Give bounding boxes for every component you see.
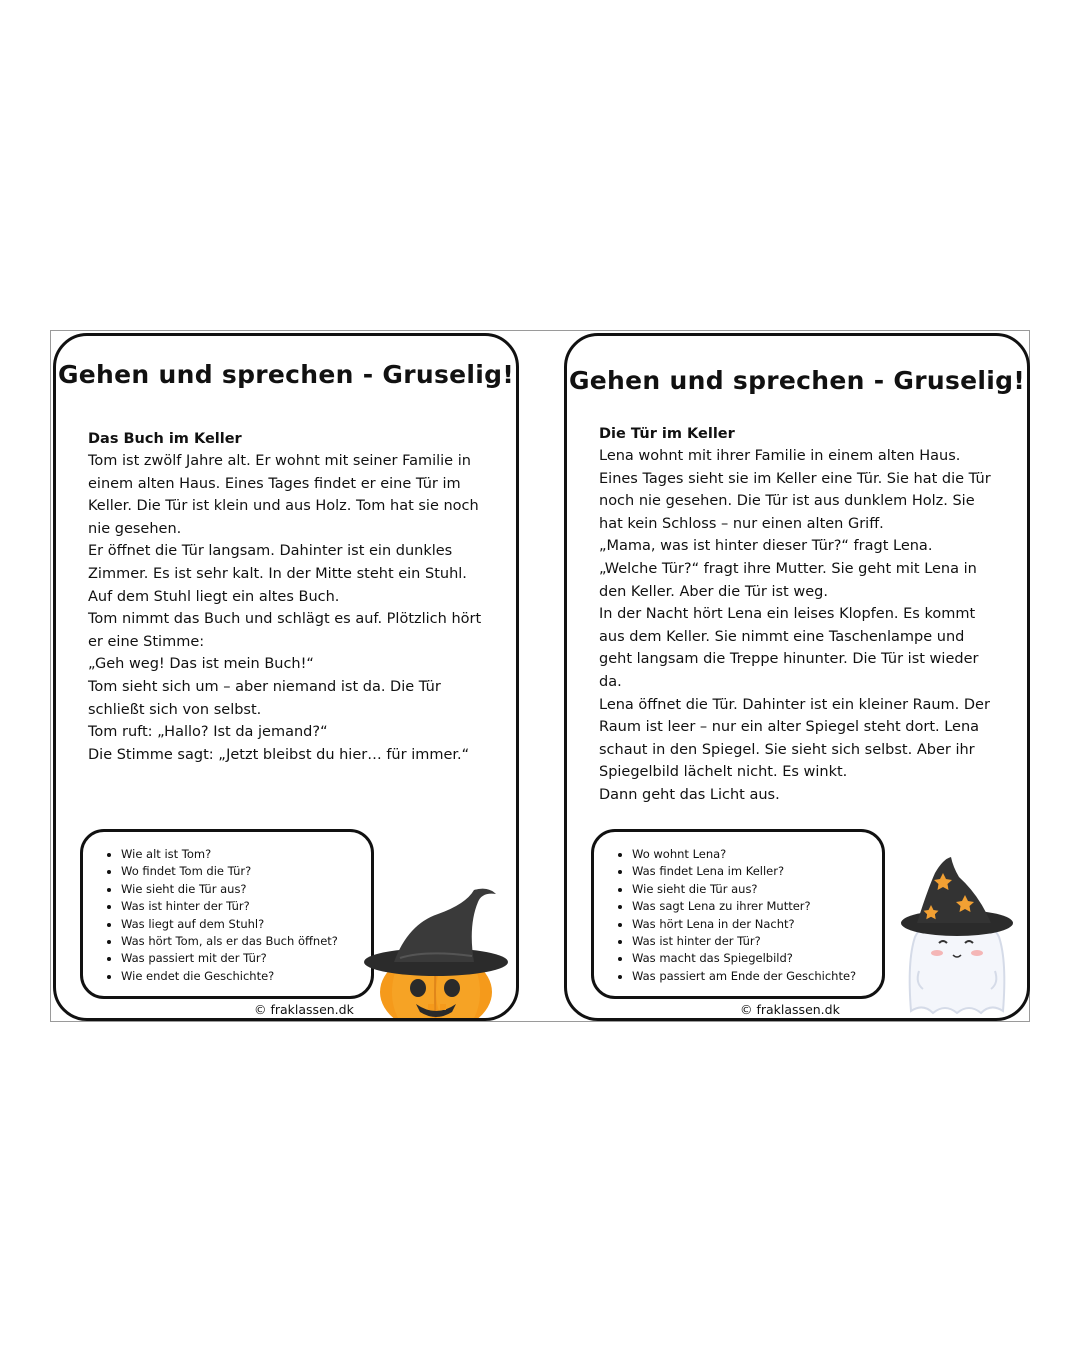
- ghost-witch-hat-icon: [887, 851, 1027, 1021]
- story-section: [599, 423, 1001, 807]
- question-item: • Wie endet die Geschichte?: [121, 968, 371, 985]
- footer-credit: © fraklassen.dk: [254, 1002, 354, 1017]
- question-item: • Wo wohnt Lena?: [632, 846, 882, 863]
- worksheet-page: [50, 330, 1030, 1022]
- story-paragraph: Dann geht das Licht aus.: [599, 786, 780, 803]
- question-item: • Wie alt ist Tom?: [121, 846, 371, 863]
- story-text: [88, 450, 490, 766]
- questions-list: [594, 832, 882, 985]
- question-item: • Was liegt auf dem Stuhl?: [121, 916, 371, 933]
- question-item: • Wie sieht die Tür aus?: [121, 881, 371, 898]
- question-item: • Was hört Tom, als er das Buch öffnet?: [121, 933, 371, 950]
- footer-credit: © fraklassen.dk: [740, 1002, 840, 1017]
- story-paragraph: Tom ruft: „Hallo? Ist da jemand?“: [88, 724, 328, 741]
- story-paragraph: Er öffnet die Tür langsam. Dahinter ist ein dunkles Zimmer. Es ist sehr kalt. In der Mitte steht ein Stuhl. Auf dem Stuhl liegt ein altes Buch.: [88, 543, 467, 605]
- questions-box: [80, 829, 374, 999]
- story-heading: Das Buch im Keller: [88, 431, 242, 447]
- question-item: • Was findet Lena im Keller?: [632, 863, 882, 880]
- card-title: Gehen und sprechen - Gruselig!: [57, 360, 515, 389]
- question-item: • Was passiert mit der Tür?: [121, 950, 371, 967]
- question-item: • Was passiert am Ende der Geschichte?: [632, 968, 882, 985]
- story-paragraph: Die Stimme sagt: „Jetzt bleibst du hier… für immer.“: [88, 746, 470, 763]
- question-item: • Was hört Lena in der Nacht?: [632, 916, 882, 933]
- story-paragraph: Lena öffnet die Tür. Dahinter ist ein kleiner Raum. Der Raum ist leer – nur ein alter Spiegel steht dort. Lena schaut in den Spiegel. Sie sieht sich selbst. Aber ihr Spiegelbild lächelt nicht. Es winkt.: [599, 696, 990, 781]
- story-section: [88, 428, 490, 766]
- story-paragraph: Tom sieht sich um – aber niemand ist da. Die Tür schließt sich von selbst.: [88, 678, 441, 718]
- questions-box: [591, 829, 885, 999]
- story-card-right: [564, 333, 1030, 1021]
- story-card-left: [53, 333, 519, 1021]
- pumpkin-witch-hat-icon: [356, 884, 516, 1021]
- story-text: [599, 445, 1001, 807]
- question-item: • Was macht das Spiegelbild?: [632, 950, 882, 967]
- questions-list: [83, 832, 371, 985]
- question-item: • Wo findet Tom die Tür?: [121, 863, 371, 880]
- card-title: Gehen und sprechen - Gruselig!: [568, 366, 1026, 395]
- question-item: • Wie sieht die Tür aus?: [632, 881, 882, 898]
- story-paragraph: „Welche Tür?“ fragt ihre Mutter. Sie geht mit Lena in den Keller. Aber die Tür ist weg.: [599, 560, 977, 600]
- story-paragraph: „Geh weg! Das ist mein Buch!“: [88, 656, 314, 673]
- question-item: • Was ist hinter der Tür?: [121, 898, 371, 915]
- story-paragraph: Tom ist zwölf Jahre alt. Er wohnt mit seiner Familie in einem alten Haus. Eines Tages findet er eine Tür im Keller. Die Tür ist klein und aus Holz. Tom hat sie noch nie gesehen.: [88, 453, 479, 537]
- story-heading: Die Tür im Keller: [599, 426, 735, 442]
- story-paragraph: Lena wohnt mit ihrer Familie in einem alten Haus. Eines Tages sieht sie im Keller eine Tür. Sie hat die Tür noch nie gesehen. Die Tür ist aus dunklem Holz. Sie hat kein Schloss – nur einen alten Griff.: [599, 448, 991, 532]
- question-item: • Was sagt Lena zu ihrer Mutter?: [632, 898, 882, 915]
- story-paragraph: Tom nimmt das Buch und schlägt es auf. Plötzlich hört er eine Stimme:: [88, 611, 482, 650]
- story-paragraph: „Mama, was ist hinter dieser Tür?“ fragt Lena.: [599, 538, 933, 555]
- story-paragraph: In der Nacht hört Lena ein leises Klopfen. Es kommt aus dem Keller. Sie nimmt eine Taschenlampe und geht langsam die Treppe hinunter. Die Tür ist wieder da.: [599, 606, 979, 690]
- question-item: • Was ist hinter der Tür?: [632, 933, 882, 950]
